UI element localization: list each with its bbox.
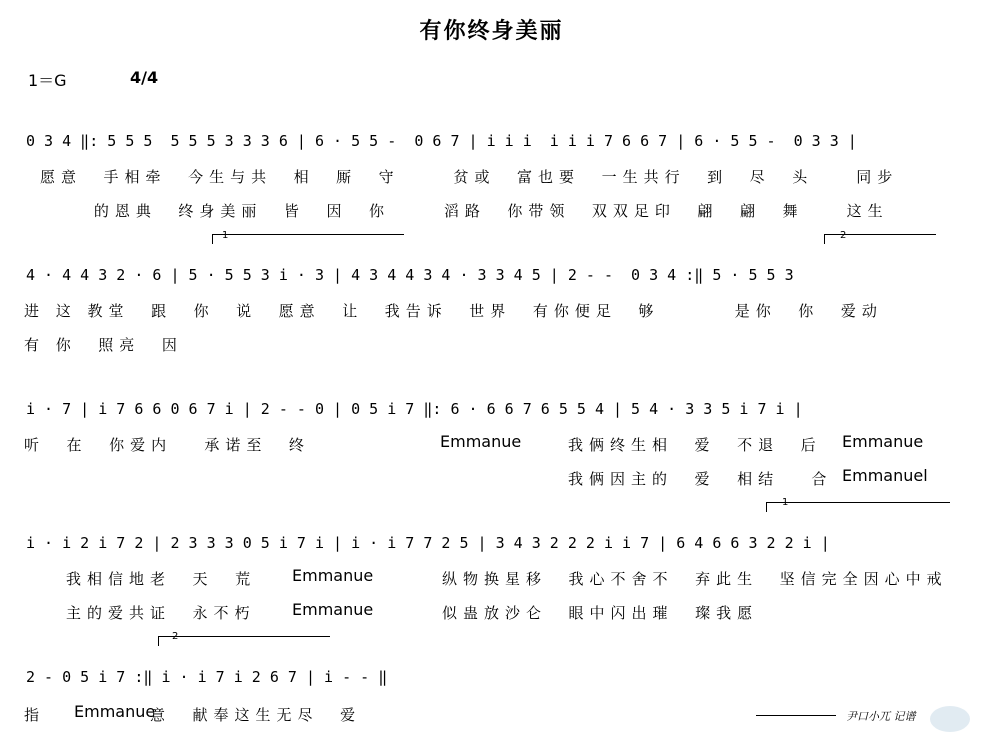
key-signature: 1＝G <box>28 71 67 90</box>
english-lyric: Emmanue <box>292 600 374 619</box>
volta-1b-line <box>766 502 950 503</box>
time-signature: 4/4 <box>130 68 159 87</box>
english-lyric: Emmanue <box>292 566 374 585</box>
volta-1-line <box>212 234 404 235</box>
lyric-line: 我相信地老 天 荒 <box>66 570 257 588</box>
volta-1b-label: 1 <box>782 497 789 508</box>
english-lyric: Emmanue <box>842 432 924 451</box>
lyric-line: 主的爱共证 永不朽 <box>66 604 256 622</box>
volta-2-hook <box>824 234 825 244</box>
notes-line: 0 3 4 ‖: 5 5 5 5 5 5 3 3 3 6 | 6 · 5 5 - 0 6 7 | i i i i i i 7 6 6 7 | 6 · 5 5 - 0 3 3 | <box>26 132 857 150</box>
lyric-line: 听 在 你爱内 承诺至 终 <box>24 436 310 454</box>
lyric-line: 进 这 教堂 跟 你 说 愿意 让 我告诉 世界 有你便足 够 是你 你 爱动 <box>24 302 883 320</box>
volta-2b-line <box>158 636 330 637</box>
lyric-line: 有 你 照亮 因 <box>24 336 183 354</box>
english-lyric: Emmanue <box>74 702 156 721</box>
lyric-line: 纵物换星移 我心不舍不 弃此生 坚信完全因心中戒 <box>442 570 948 588</box>
notes-line: i · 7 | i 7 6 6 0 6 7 i | 2 - - 0 | 0 5 i 7 ‖: 6 · 6 6 7 6 5 5 4 | 5 4 · 3 3 5 i 7 i | <box>26 400 803 418</box>
credit-text: 尹口小兀 记谱 <box>846 710 916 723</box>
watermark-logo <box>930 706 970 732</box>
english-lyric: Emmanuel <box>842 466 928 485</box>
page-title: 有你终身美丽 <box>419 19 564 44</box>
volta-2b-label: 2 <box>172 631 179 642</box>
volta-2b-hook <box>158 636 159 646</box>
lyric-line: 愿意 手相牵 今生与共 相 厮 守 贫或 富也要 一生共行 到 尽 头 同步 <box>40 168 899 186</box>
notes-line: 4 · 4 4 3 2 · 6 | 5 · 5 5 3 i · 3 | 4 3 4 4 3 4 · 3 3 4 5 | 2 - - 0 3 4 :‖ 5 · 5 5 3 <box>26 266 794 284</box>
volta-1-label: 1 <box>222 230 229 241</box>
lyric-line: 意 献奉这生无尽 爱 <box>150 706 362 724</box>
notes-line: 2 - 0 5 i 7 :‖ i · i 7 i 2 6 7 | i - - ‖ <box>26 668 388 686</box>
volta-2-label: 2 <box>840 230 847 241</box>
english-lyric: Emmanue <box>440 432 522 451</box>
lyric-line: 似蛊放沙仑 眼中闪出璀 璨我愿 <box>442 604 759 622</box>
lyric-line: 的恩典 终身美丽 皆 因 你 滔路 你带领 双双足印 翩 翩 舞 这生 <box>40 202 889 220</box>
notes-line: i · i 2 i 7 2 | 2 3 3 3 0 5 i 7 i | i · i 7 7 2 5 | 3 4 3 2 2 2 i i 7 | 6 4 6 6 3 2 2 i | <box>26 534 830 552</box>
lyric-line: 我俩终生相 爱 不退 后 <box>568 436 822 454</box>
credit-line <box>756 715 836 716</box>
volta-1-hook <box>212 234 213 244</box>
volta-1b-hook <box>766 502 767 512</box>
lyric-line: 我俩因主的 爱 相结 合 <box>568 470 833 488</box>
lyric-line: 指 <box>24 706 46 724</box>
